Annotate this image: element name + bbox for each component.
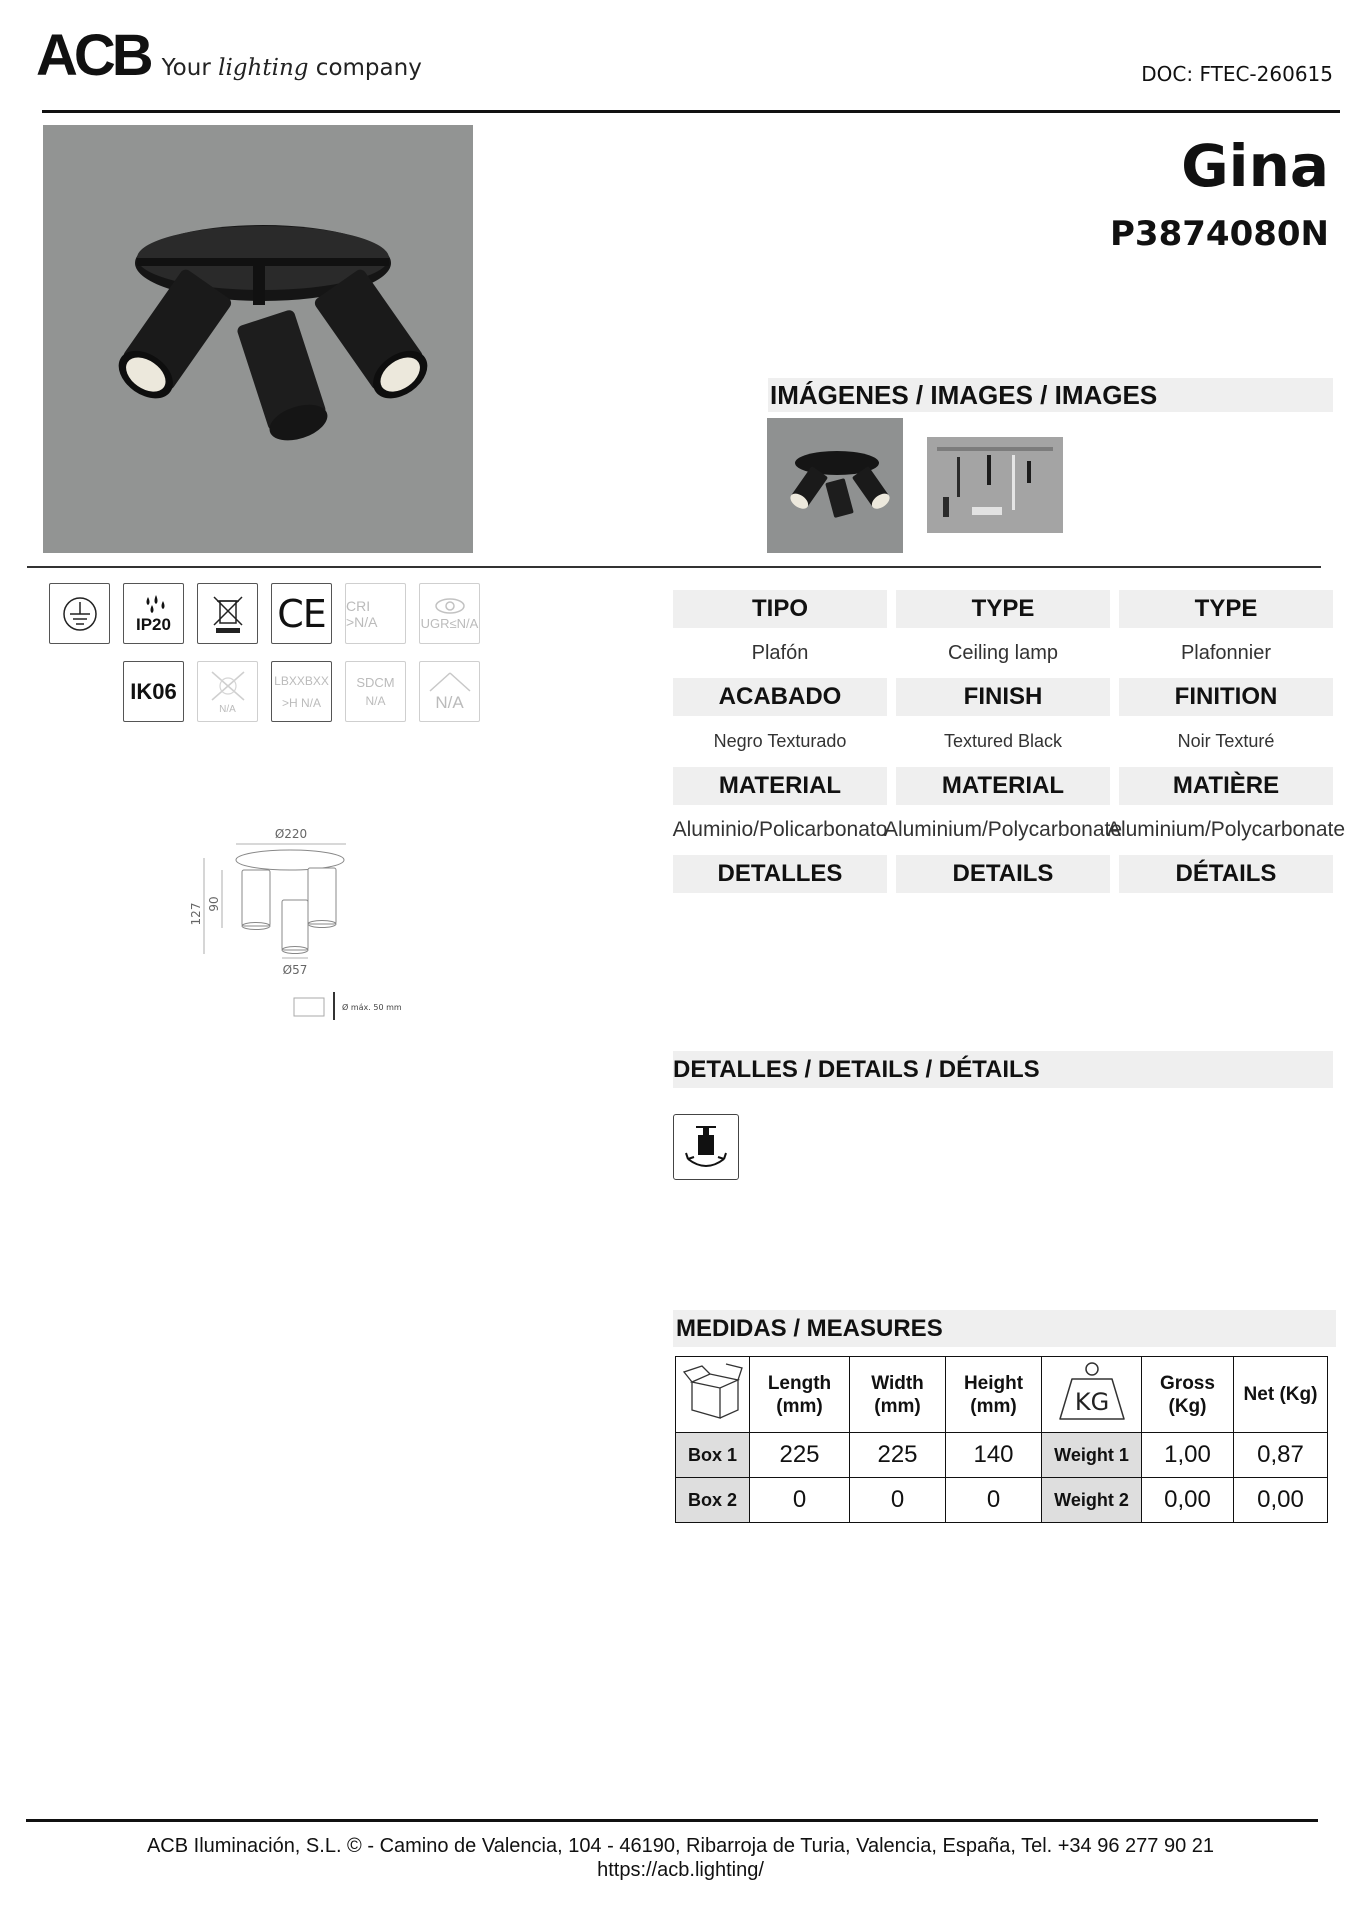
lbxxbxx-icon (271, 661, 332, 722)
product-code: P3874080N (1110, 214, 1329, 254)
gross-value: 1,00 (1142, 1433, 1234, 1478)
spec-header-fr: DÉTAILS (1119, 855, 1333, 893)
ugr-label: UGR≤N/A (420, 616, 479, 631)
weee-bin-icon (197, 583, 258, 644)
images-section-title: IMÁGENES / IMAGES / IMAGES (768, 378, 1333, 412)
logo-wordmark: ACB (36, 23, 150, 88)
ce-mark-icon (271, 583, 332, 644)
thumbnail-product[interactable] (767, 418, 903, 553)
bulb-note: Ø máx. 50 mm (342, 1003, 402, 1012)
product-name: Gina (1181, 132, 1329, 200)
logo-tagline (162, 55, 422, 81)
width-value: 0 (850, 1478, 946, 1523)
spec-header-es: ACABADO (673, 678, 887, 716)
beam-angle-icon (419, 661, 480, 722)
spec-row-material (673, 767, 1333, 805)
box-label: Box 1 (676, 1433, 750, 1478)
box-icon (676, 1357, 750, 1433)
ip20-label: IP20 (136, 614, 171, 634)
earth-ground-icon (49, 583, 110, 644)
dimension-diagram (190, 820, 420, 1020)
product-hero-image (43, 125, 473, 553)
header-width: Width (mm) (850, 1357, 946, 1433)
na-crossed-icon (197, 661, 258, 722)
bulb-icon (294, 998, 324, 1016)
tagline-script: lighting (218, 55, 309, 81)
cri-label: CRI >N/A (346, 597, 378, 630)
kg-weight-icon (1042, 1357, 1142, 1433)
spec-value-es: Plafón (751, 641, 809, 664)
spot-diameter-label: Ø57 (282, 963, 308, 977)
spec-header-en: MATERIAL (896, 767, 1110, 805)
spec-header-en: FINISH (896, 678, 1110, 716)
header-gross: Gross (Kg) (1142, 1357, 1234, 1433)
spec-value-en: Textured Black (943, 731, 1063, 751)
ik06-label: IK06 (130, 678, 177, 704)
spec-header-en: DETAILS (896, 855, 1110, 893)
spec-table (672, 590, 1346, 893)
footer-address: ACB Iluminación, S.L. © - Camino de Valencia, 104 - 46190, Ribarroja de Turia, Valencia, España, Tel. +34 96 277 90 21 (146, 1835, 1215, 1857)
tagline-pre: Your (161, 55, 211, 81)
na-crossed-label: N/A (219, 704, 236, 715)
details-section-title: DETALLES / DETAILS / DÉTAILS (673, 1051, 1333, 1088)
gross-value: 0,00 (1142, 1478, 1234, 1523)
height-value: 0 (946, 1478, 1042, 1523)
spec-value-en: Aluminium/Polycarbonate (883, 818, 1123, 841)
sdcm-icon (345, 661, 406, 722)
spec-header-fr: FINITION (1119, 678, 1333, 716)
spec-row-detalles (673, 855, 1333, 893)
header-height: Height (mm) (946, 1357, 1042, 1433)
lbxxbxx-sub: >H N/A (281, 695, 321, 710)
weight-label: Weight 1 (1042, 1433, 1142, 1478)
beam-angle-label: N/A (435, 692, 464, 712)
length-value: 0 (750, 1478, 850, 1523)
ip20-icon (123, 583, 184, 644)
spec-header-fr: MATIÈRE (1119, 767, 1333, 805)
spec-value-fr: Plafonnier (1180, 641, 1272, 664)
spec-header-en: TYPE (896, 590, 1110, 628)
spec-header-es: MATERIAL (673, 767, 887, 805)
spec-header-es: DETALLES (673, 855, 887, 893)
lbxxbxx-label: LBXXBXX (274, 673, 329, 688)
cri-icon (345, 583, 406, 644)
spec-value-fr: Noir Texturé (1177, 731, 1275, 751)
brand-logo (36, 22, 422, 89)
table-row (676, 1433, 1328, 1478)
weight-label: Weight 2 (1042, 1478, 1142, 1523)
spec-row-tipo-values (673, 628, 1333, 678)
box-label: Box 2 (676, 1478, 750, 1523)
header-net: Net (Kg) (1234, 1357, 1328, 1433)
height-total-label: 127 (189, 902, 203, 926)
header-divider (42, 110, 1340, 113)
spec-value-es: Negro Texturado (713, 731, 847, 751)
tagline-post: company (315, 55, 422, 81)
ce-label: CE (277, 591, 326, 636)
diameter-label: Ø220 (274, 827, 308, 841)
ik06-icon (123, 661, 184, 722)
width-value: 225 (850, 1433, 946, 1478)
measures-section-title: MEDIDAS / MEASURES (673, 1310, 1336, 1347)
spec-value-en: Ceiling lamp (947, 641, 1059, 664)
spec-row-material-values (672, 805, 1346, 855)
footer (0, 1834, 1361, 1882)
header-length: Length (mm) (750, 1357, 850, 1433)
spec-header-es: TIPO (673, 590, 887, 628)
kg-label: KG (1074, 1388, 1109, 1416)
spec-value-es: Aluminio/Policarbonato (672, 818, 888, 841)
net-value: 0,00 (1234, 1478, 1328, 1523)
footer-divider (26, 1819, 1318, 1822)
sdcm-label: SDCM (356, 675, 395, 690)
spec-row-tipo (673, 590, 1333, 628)
height-value: 140 (946, 1433, 1042, 1478)
footer-url[interactable]: https://acb.lighting/ (597, 1859, 764, 1881)
height-body-label: 90 (207, 896, 221, 912)
length-value: 225 (750, 1433, 850, 1478)
doc-code: DOC: FTEC-260615 (1141, 62, 1333, 86)
measures-table (675, 1356, 1328, 1523)
net-value: 0,87 (1234, 1433, 1328, 1478)
spec-row-acabado (673, 678, 1333, 716)
adjustable-spot-icon (673, 1114, 739, 1180)
table-row (676, 1478, 1328, 1523)
sdcm-sub: N/A (365, 694, 386, 708)
section-divider (27, 566, 1321, 568)
spec-row-acabado-values (673, 716, 1333, 767)
thumbnail-family[interactable] (927, 437, 1063, 533)
ugr-icon (419, 583, 480, 644)
spec-value-fr: Aluminium/Polycarbonate (1106, 818, 1346, 841)
spec-header-fr: TYPE (1119, 590, 1333, 628)
